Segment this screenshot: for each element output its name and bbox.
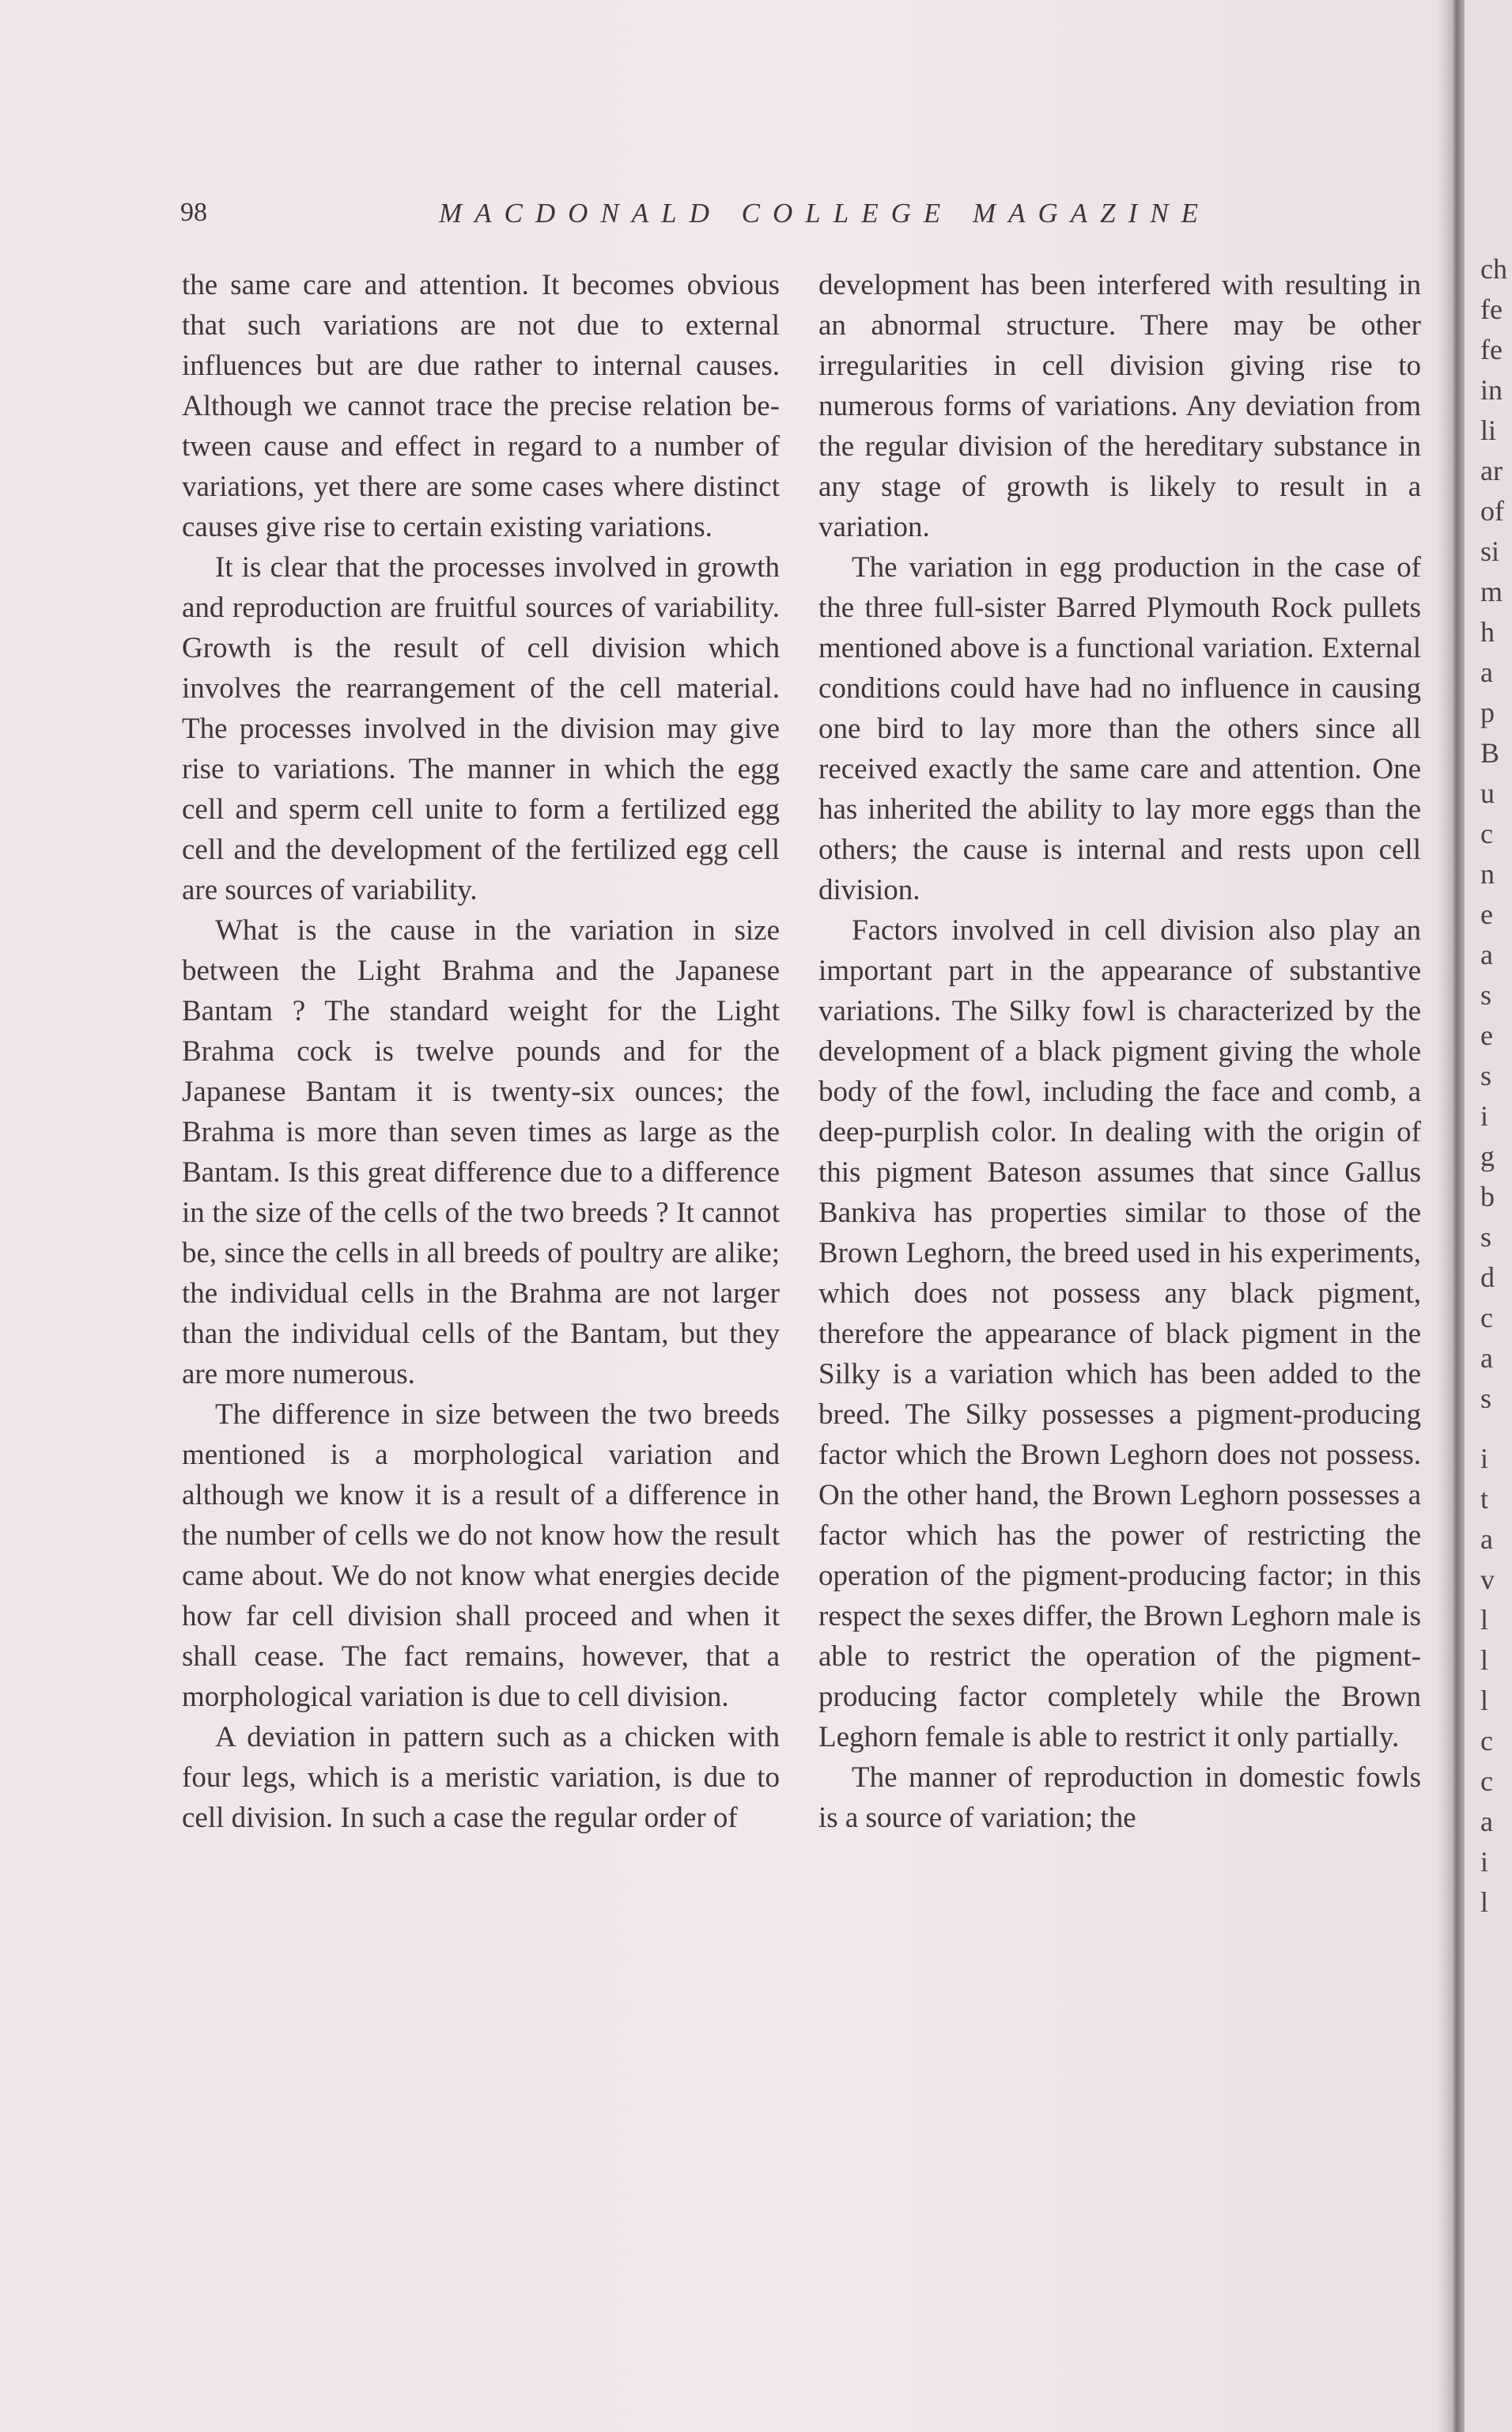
- next-page-fragment: s: [1480, 1382, 1492, 1414]
- page-number: 98: [180, 198, 207, 227]
- next-page-fragment: s: [1480, 1221, 1492, 1253]
- left-column: [182, 265, 780, 2258]
- next-page-fragment: m: [1480, 576, 1503, 607]
- next-page-fragment: si: [1480, 535, 1500, 567]
- magazine-title: MACDONALD COLLEGE MAGAZINE: [439, 198, 1211, 229]
- next-page-fragment: ar: [1480, 455, 1503, 486]
- adjacent-page-edge: [1465, 0, 1512, 2432]
- next-page-fragment: li: [1480, 414, 1497, 446]
- next-page-fragment: c: [1480, 1765, 1493, 1797]
- next-page-fragment: B: [1480, 737, 1500, 769]
- next-page-fragment: a: [1480, 1806, 1493, 1837]
- next-page-fragment: a: [1480, 1523, 1493, 1555]
- paragraph: development has been interfered with resulting in an abnormal structure. There may be other irregularities in cell division giving rise to numerous forms of variations. Any deviation from the regular division of the hereditary substance in any stage of growth is likely to result in a variation.: [818, 269, 1421, 543]
- next-page-fragment: c: [1480, 1725, 1493, 1757]
- paragraph: What is the cause in the variation in size between the Light Brahma and the Japanese Bantam ? The standard weight for the Light Brahma cock is twelve pounds and for the Japanese Bantam it is twenty-six ounces; the Brahma is more than seven times as large as the Bantam. Is this great difference due to a difference in the size of the cells of the two breeds ? It cannot be, since the cells in all breeds of poultry are alike; the individual cells in the Brahma are not larger than the individual cells of the Bantam, but they are more numerous.: [182, 914, 780, 1390]
- next-page-fragment: e: [1480, 898, 1493, 930]
- next-page-fragment: d: [1480, 1261, 1495, 1293]
- next-page-fragment: i: [1480, 1443, 1489, 1474]
- next-page-fragment: ch: [1480, 253, 1507, 285]
- next-page-fragment: h: [1480, 616, 1495, 648]
- next-page-fragment: n: [1480, 858, 1495, 890]
- next-page-fragment: a: [1480, 656, 1493, 688]
- paragraph: The difference in size between the two breeds mentioned is a morphological variation and although we know it is a result of a difference in the number of cells we do not know how the result came about. We do not know what energies decide how far cell division shall proceed and when it shall cease. The fact remains, however, that a morphological variation is due to cell division.: [182, 1398, 780, 1713]
- next-page-fragment: a: [1480, 1342, 1493, 1374]
- right-column: [818, 265, 1421, 2258]
- running-head: [0, 198, 1446, 237]
- paragraph: Factors involved in cell division also play an important part in the appearance of substantive variations. The Silky fowl is characterized by the development of a black pigment giving the whole body of the fowl, including the face and comb, a deep-purplish color. In dealing with the origin of this pigment Bateson assumes that since Gallus Bankiva has properties similar to those of the Brown Leghorn, the breed used in his experiments, which does not possess any black pigment, therefore the appearance of black pigment in the Silky is a variation which has been added to the breed. The Silky possesses a pigment-producing factor which the Brown Leghorn does not possess. On the other hand, the Brown Leghorn possesses a factor which has the power of restricting the operation of the pigment-producing factor; in this respect the sexes differ, the Brown Leghorn male is able to restrict the operation of the pigment-producing factor completely while the Brown Leghorn female is able to restrict it only partially.: [818, 914, 1421, 1753]
- next-page-fragment: i: [1480, 1100, 1489, 1132]
- next-page-fragment: p: [1480, 697, 1495, 728]
- paragraph: The variation in egg production in the case of the three full-sister Barred Plymouth Rock pullets mentioned above is a functional variation. External conditions could have had no influence in causing one bird to lay more than the others since all received exactly the same care and attention. One has inherited the ability to lay more eggs than the others; the cause is internal and rests upon cell division.: [818, 551, 1421, 906]
- paragraph: It is clear that the processes involved in growth and reproduction are fruitful sources of variability. Growth is the result of cell division which involves the rearrangement of the cell material. The processes involved in the division may give rise to variations. The manner in which the egg cell and sperm cell unite to form a fertilized egg cell and the development of the fertilized egg cell are sources of variability.: [182, 551, 780, 906]
- next-page-fragment: b: [1480, 1181, 1495, 1212]
- next-page-fragment: s: [1480, 1060, 1492, 1091]
- paragraph: the same care and attention. It becomes obvious that such variations are not due to external influences but are due rather to internal causes. Although we cannot trace the precise relation between cause and effect in regard to a number of variations, yet there are some cases where distinct causes give rise to certain existing variations.: [182, 269, 780, 543]
- next-page-fragment: l: [1480, 1685, 1489, 1716]
- next-page-fragment: fe: [1480, 293, 1503, 325]
- next-page-fragment: l: [1480, 1644, 1489, 1676]
- next-page-fragment: fe: [1480, 334, 1503, 365]
- next-page-fragment: c: [1480, 818, 1493, 849]
- next-page-fragment: l: [1480, 1886, 1489, 1918]
- next-page-fragment: e: [1480, 1019, 1493, 1051]
- next-page-fragment: in: [1480, 374, 1503, 406]
- next-page-fragment: g: [1480, 1140, 1495, 1172]
- paragraph: The manner of reproduction in domestic fowls is a source of variation; the: [818, 1761, 1421, 1834]
- next-page-fragment: v: [1480, 1564, 1495, 1595]
- next-page-fragment: of: [1480, 495, 1504, 527]
- next-page-fragment: c: [1480, 1302, 1493, 1333]
- next-page-fragment: l: [1480, 1604, 1489, 1636]
- next-page-fragment: t: [1480, 1483, 1489, 1515]
- next-page-fragment: u: [1480, 777, 1495, 809]
- next-page-fragment: a: [1480, 939, 1493, 970]
- paragraph: A deviation in pattern such as a chicken with four legs, which is a meristic variation, is due to cell division. In such a case the regular order of: [182, 1721, 780, 1834]
- next-page-fragment: s: [1480, 979, 1492, 1011]
- next-page-fragment: i: [1480, 1846, 1489, 1878]
